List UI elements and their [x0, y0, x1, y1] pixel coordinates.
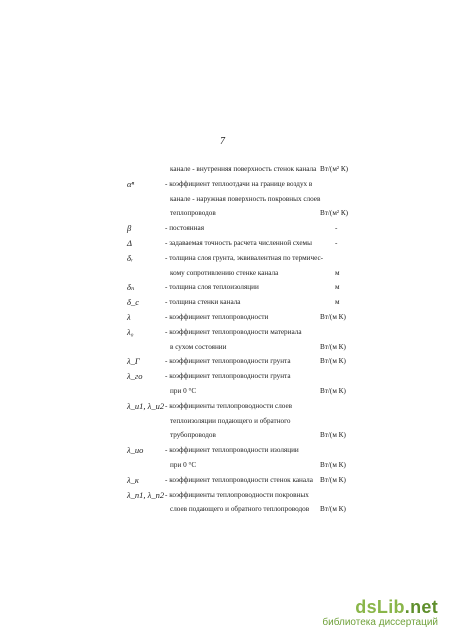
symbol-row: [0, 281, 450, 293]
definition: - коэффициент теплопроводности: [165, 313, 269, 321]
watermark-logo-b: .net: [404, 597, 438, 617]
symbol-row: [0, 252, 450, 264]
symbol-row: [0, 222, 450, 234]
symbol-row: [0, 178, 450, 190]
symbol-row: [0, 163, 450, 175]
definition: - коэффициент теплоотдачи на границе воздух в: [165, 179, 313, 188]
symbol-row: [0, 267, 450, 279]
definition: трубопроводов: [170, 431, 216, 440]
definition: - постоянная: [165, 224, 204, 233]
definition: - коэффициент теплопроводности грунта: [165, 357, 291, 366]
symbol: δ_c: [127, 297, 139, 308]
unit: -: [335, 239, 338, 247]
page-number: 7: [220, 136, 225, 147]
unit: Вт/(м К): [320, 342, 346, 351]
symbol: λ_и1, λ_и2: [127, 400, 165, 411]
symbol: β: [127, 223, 132, 234]
symbol-row: [0, 237, 450, 249]
symbol: λ_к: [127, 474, 139, 485]
symbol-row: [0, 474, 450, 486]
symbol: αⁿ: [127, 178, 135, 189]
definition: - коэффициент теплопроводности грунта: [165, 372, 291, 381]
symbol-row: [0, 207, 450, 219]
definition: - коэффициент теплопроводности материала: [165, 327, 302, 336]
definition: - коэффициент теплопроводности изоляции: [165, 446, 299, 455]
watermark-logo-a: dsLib: [355, 597, 405, 617]
unit: Вт/(м² К): [320, 209, 349, 218]
symbol-row: [0, 341, 450, 353]
unit: м: [335, 283, 340, 292]
definition: теплоизоляции подающего и обратного: [170, 416, 291, 425]
definition: канале - внутренняя поверхность стенок канала: [170, 165, 317, 173]
definition: - толщина стенки канала: [165, 298, 241, 307]
unit: Вт/(м К): [320, 505, 346, 514]
definition: кому сопротивлению стенке канала: [170, 268, 279, 277]
symbol: λ₀: [127, 326, 134, 337]
symbol-row: [0, 459, 450, 471]
unit: Вт/(м² К): [320, 165, 349, 173]
unit: Вт/(м К): [320, 387, 346, 395]
symbol: Δ: [127, 238, 132, 248]
symbol-row: [0, 326, 450, 338]
symbol: δₙ: [127, 282, 135, 293]
definition: в сухом состоянии: [170, 342, 227, 351]
symbol: λ_ио: [127, 445, 144, 456]
definition: - толщина слоя теплоизоляции: [165, 283, 259, 292]
definition: - коэффициенты теплопроводности слоев: [165, 401, 293, 410]
unit: Вт/(м К): [320, 461, 346, 469]
symbol-row: [0, 370, 450, 382]
watermark[interactable]: [322, 597, 438, 628]
unit: Вт/(м К): [320, 313, 346, 321]
unit: -: [335, 224, 338, 233]
symbol-row: [0, 444, 450, 456]
symbol: λ_Г: [127, 356, 140, 367]
symbol-row: [0, 385, 450, 397]
symbol: λ_го: [127, 371, 143, 382]
unit: Вт/(м К): [320, 357, 346, 366]
symbol-row: [0, 296, 450, 308]
symbol-row: [0, 415, 450, 427]
watermark-logo: [322, 597, 438, 618]
unit: м: [335, 268, 340, 277]
symbol-row: [0, 193, 450, 205]
symbol-row: [0, 355, 450, 367]
watermark-subtitle: библиотека диссертаций: [322, 617, 438, 628]
definition: теплопроводов: [170, 209, 216, 218]
symbol-row: [0, 503, 450, 515]
definition: слоев подающего и обратного теплопроводов: [170, 505, 310, 514]
unit: Вт/(м К): [320, 431, 346, 440]
symbol-row: [0, 400, 450, 412]
unit: м: [335, 298, 340, 307]
symbol: λ: [127, 312, 131, 322]
symbol-row: [0, 429, 450, 441]
symbol: λ_п1, λ_п2: [127, 489, 165, 500]
definition: - толщина слоя грунта, эквивалентная по термичес-: [165, 253, 324, 262]
symbol-row: [0, 489, 450, 501]
definition: при 0 °С: [170, 387, 197, 395]
definition: - коэффициенты теплопроводности покровных: [165, 490, 309, 499]
definition: при 0 °С: [170, 461, 197, 469]
definition: - задаваемая точность расчета численной схемы: [165, 239, 312, 247]
symbol-row: [0, 311, 450, 323]
unit: Вт/(м К): [320, 475, 346, 484]
symbol: δᵣ: [127, 252, 134, 263]
definition: - коэффициент теплопроводности стенок канала: [165, 475, 313, 484]
definition: канале - наружная поверхность покровных слоев: [170, 194, 321, 203]
